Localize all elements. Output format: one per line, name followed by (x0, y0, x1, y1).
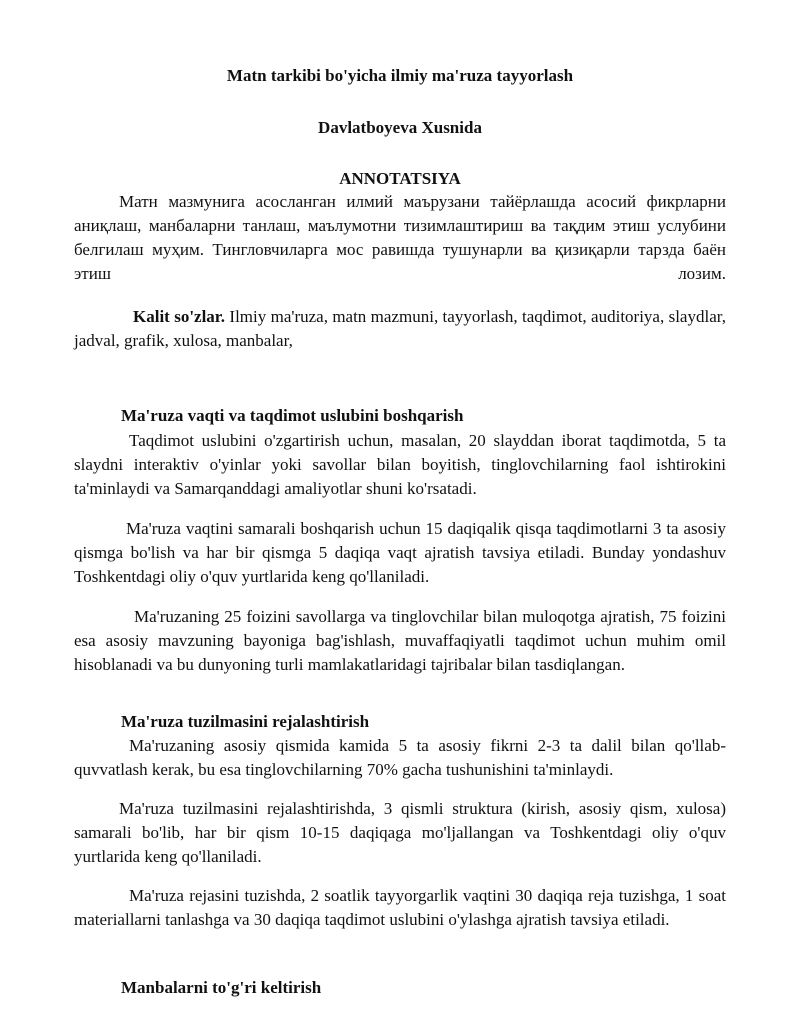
annotation-heading: ANNOTATSIYA (339, 169, 461, 188)
section-heading: Ma'ruza tuzilmasini rejalashtirish (121, 712, 370, 731)
annotation-paragraph: Матн мазмунига асосланган илмий маърузани тайёрлашда асосий фикрларни аниқлаш, манбаларни танлаш, маълумотни тизимлаштириш ва тақдим этиш услубини белгилаш муҳим. Тингловчиларга мос равишда тушунарли ва қизиқарли тарзда баён этиш лозим. (74, 192, 726, 283)
section-paragraph: Ma'ruza tuzilmasini rejalashtirishda, 3 qismli struktura (kirish, asosiy qism, xulosa) samarali bo'lib, har bir qism 10-15 daqiqaga mo'ljallangan va Toshkentdagi oliy o'quv yurtlarida keng qo'llaniladi. (74, 799, 726, 866)
section-heading: Manbalarni to'g'ri keltirish (121, 978, 322, 997)
section-paragraph: Ma'ruza vaqtini samarali boshqarish uchun 15 daqiqalik qisqa taqdimotlarni 3 ta asosiy qismga bo'lish va har bir qismga 5 daqiqa vaqt ajratish tavsiya etiladi. Bunday yondashuv Toshkentdagi oliy o'quv yurtlarida keng qo'llaniladi. (74, 519, 726, 586)
section-paragraph: Taqdimot uslubini o'zgartirish uchun, masalan, 20 slayddan iborat taqdimotda, 5 ta slaydni interaktiv o'yinlar yoki savollar bilan boyitish, tinglovchilarning faol ishtirokini ta'minlaydi va Samarqanddagi amaliyotlar shuni ko'rsatadi. (74, 431, 726, 498)
keywords-paragraph (74, 305, 726, 353)
author-name: Davlatboyeva Xusnida (318, 118, 482, 137)
section-heading: Ma'ruza vaqti va taqdimot uslubini boshqarish (121, 406, 464, 425)
document-title: Matn tarkibi bo'yicha ilmiy ma'ruza tayyorlash (226, 66, 574, 85)
section-paragraph: Ma'ruzaning 25 foizini savollarga va tinglovchilar bilan muloqotga ajratish, 75 foizini esa asosiy mavzuning bayoniga bag'ishlash, muvaffaqiyatli taqdimot uchun muhim omil hisoblanadi va bu dunyoning turli mamlakatlaridagi tajribalar bilan tasdiqlangan. (74, 607, 726, 674)
section-paragraph: Ma'ruzaning asosiy qismida kamida 5 ta asosiy fikrni 2-3 ta dalil bilan qo'llab-quvvatlash kerak, bu esa tinglovchilarning 70% gacha tushunishini ta'minlaydi. (74, 736, 726, 779)
keywords-text: Ilmiy ma'ruza, matn mazmuni, tayyorlash, taqdimot, auditoriya, slaydlar, jadval, grafik, xulosa, manbalar, (74, 307, 726, 350)
section-paragraph: Ma'ruza rejasini tuzishda, 2 soatlik tayyorgarlik vaqtini 30 daqiqa reja tuzishga, 1 soat materiallarni tanlashga va 30 daqiqa taqdimot uslubini o'ylashga ajratish tavsiya etiladi. (74, 886, 726, 929)
keywords-label: Kalit so'zlar. (133, 307, 226, 326)
